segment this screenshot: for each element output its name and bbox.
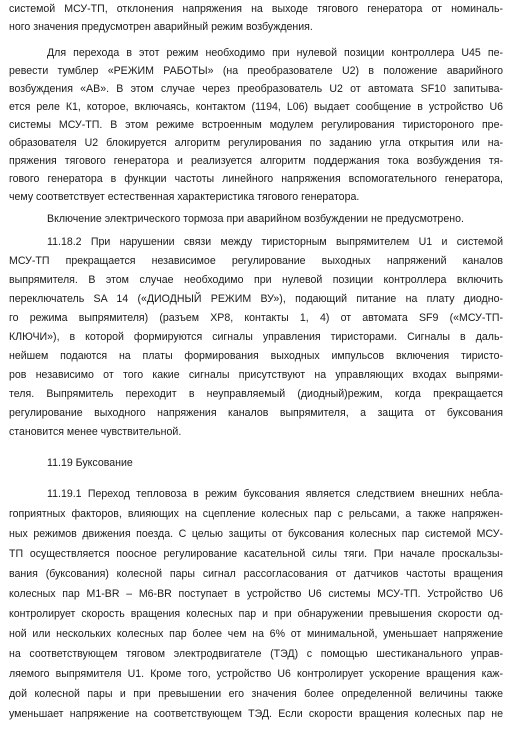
text-line: переключатель SA 14 («ДИОДНЫЙ РЕЖИМ ВУ»), подающий питание на плату диодно- [9, 293, 503, 305]
text-line: ной или нескольких колесных пар более чем на 6% от минимальной, уменьшает напряжение [9, 628, 503, 640]
text-line: ров независимо от того какие сигналы присутствуют на управляющих входах выпрями- [9, 369, 503, 381]
text-line: МСУ-ТП прекращается независимое регулирование выходных напряжений каналов [9, 255, 503, 267]
text-line: контролирует скорость вращения колесных пар и при обнаружении превышения скорости од- [9, 608, 503, 620]
text-line: ляемого выпрямителя U1. Кроме того, устройство U6 контролирует ускорение вращения каж- [9, 668, 503, 680]
text-line: Для перехода в этот режим необходимо при нулевой позиции контроллера U45 пе- [47, 47, 503, 59]
text-line: становится менее чувствительной. [9, 426, 182, 438]
text-line: ревести тумблер «РЕЖИМ РАБОТЫ» (на преобразователе U2) в положение аварийного [9, 65, 503, 77]
text-line: ных режимов движения поезда. С целью защиты от буксования колесных пар системой МСУ- [9, 528, 503, 540]
text-line: на соответствующем тяговом электродвигателе (ТЭД) с помощью шестиканального управ- [9, 648, 503, 660]
section-heading: 11.19 Буксование [47, 457, 133, 469]
text-line: ного значения предусмотрен аварийный режим возбуждения. [9, 21, 313, 33]
text-line: КЛЮЧИ»), в которой формируются сигналы управления тиристорами. Сигналы в даль- [9, 331, 503, 343]
text-line: гового генератора в функции частоты линейного напряжения вспомогательного генератора, [9, 173, 503, 185]
text-line: образователя U2 блокируется алгоритм регулирования по заданию угла открытия или на- [9, 137, 503, 149]
text-line: 11.19.1 Переход тепловоза в режим буксования является следствием внешних небла- [47, 488, 503, 500]
text-line: чему соответствует естественная характеристика тягового генератора. [9, 191, 360, 203]
text-line: 11.18.2 При нарушении связи между тиристорным выпрямителем U1 и системой [47, 236, 503, 248]
text-line: теля. Выпрямитель переходит в неуправляемый (диодный)режим, когда прекращается [9, 388, 503, 400]
text-line: системой МСУ-ТП, отклонения напряжения на выходе тягового генератора от номиналь- [9, 3, 503, 15]
text-line: ется реле К1, которое, включаясь, контактом (1194, L06) выдает сообщение в устройство U6 [9, 101, 503, 113]
text-line: вания (буксования) колесной пары сигнал рассогласования от датчиков частоты вращения [9, 568, 503, 580]
text-line: пряжения тягового генератора и реализуется алгоритм поддержания тока возбуждения тя- [9, 155, 503, 167]
text-line: регулирование выходного напряжения каналов выпрямителя, а защита от буксования [9, 407, 503, 419]
text-line: го режима выпрямителя) (разъем ХР8, контакты 1, 4) от автомата SF9 («МСУ-ТП- [9, 312, 503, 324]
text-line: нейшем подаются на платы формирования выходных импульсов включения тиристо- [9, 350, 503, 362]
text-line: дой колесной пары и при превышении его значения более определенной величины также [9, 688, 503, 700]
text-line: выпрямителя. В этом случае необходимо при нулевой позиции контроллера включить [9, 274, 503, 286]
text-line: системы МСУ-ТП. В этом режиме встроенным модулем регулирования тиристороного пре- [9, 119, 503, 131]
text-line: колесных пар М1-BR – М6-BR поступает в устройство U6 системы МСУ-ТП. Устройство U6 [9, 588, 503, 600]
text-line: Включение электрического тормоза при аварийном возбуждении не предусмотрено. [47, 213, 464, 225]
text-line: возбуждения «АВ». В этом случае через преобразователь U2 от автомата SF10 запитыва- [9, 83, 503, 95]
text-line: гоприятных факторов, влияющих на сцепление колесных пар с рельсами, а также напряжен- [9, 508, 503, 520]
text-line: ТП осуществляется поосное регулирование касательной силы тяги. При начале проскальзы- [9, 548, 503, 560]
text-line: уменьшает напряжение на соответствующем ТЭД. Если скорости вращения колесных пар не [9, 708, 503, 720]
